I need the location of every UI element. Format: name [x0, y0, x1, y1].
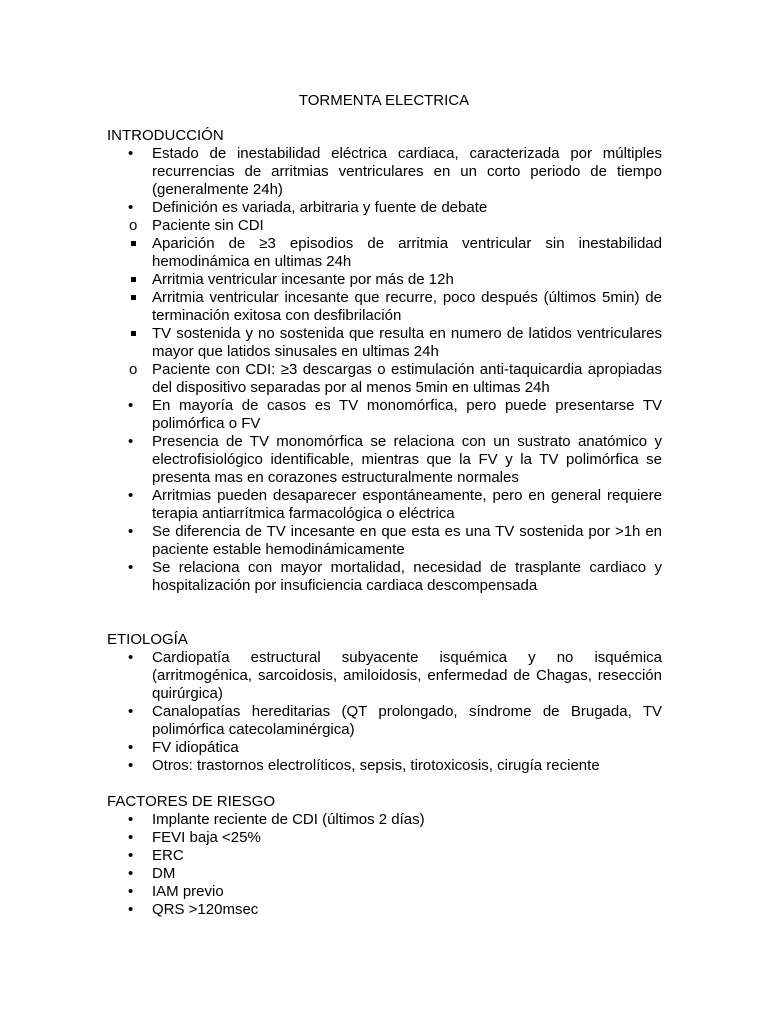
list-item: [107, 199, 662, 397]
sub-list: [107, 217, 662, 397]
sub-list-item-text: Paciente sin CDI: [152, 217, 264, 234]
sub-sub-list-item: Arritmia ventricular incesante que recurre, poco después (últimos 5min) de terminación exitosa con desfibrilación: [107, 289, 662, 325]
sub-list-item: o Paciente con CDI: ≥3 descargas o estimulación anti-taquicardia apropiadas del dispositivo separadas por al menos 5min en ultimas 24h: [107, 361, 662, 397]
list-item: • Estado de inestabilidad eléctrica cardiaca, caracterizada por múltiples recurrencias de arritmias ventriculares en un corto periodo de tiempo (generalmente 24h): [107, 145, 662, 199]
list-item: • IAM previo: [107, 883, 662, 901]
list-item-text: Definición es variada, arbitraria y fuente de debate: [152, 199, 488, 216]
sub-sub-list: [107, 235, 662, 361]
list-item: • Otros: trastornos electrolíticos, sepsis, tirotoxicosis, cirugía reciente: [107, 757, 662, 775]
section-heading: INTRODUCCIÓN: [107, 127, 224, 144]
bullet-list: [107, 145, 662, 595]
list-item: • En mayoría de casos es TV monomórfica, pero puede presentarse TV polimórfica o FV: [107, 397, 662, 433]
list-item: • Canalopatías hereditarias (QT prolongado, síndrome de Brugada, TV polimórfica catecolaminérgica): [107, 703, 662, 739]
sub-sub-list-item: Arritmia ventricular incesante por más de 12h: [107, 271, 662, 289]
section-heading: ETIOLOGÍA: [107, 631, 188, 648]
list-item: • Se diferencia de TV incesante en que esta es una TV sostenida por >1h en paciente estable hemodinámicamente: [107, 523, 662, 559]
section-introduccion: [107, 127, 662, 595]
document-title: TORMENTA ELECTRICA: [298, 92, 470, 109]
list-item: • Cardiopatía estructural subyacente isquémica y no isquémica (arritmogénica, sarcoidosis, amiloidosis, enfermedad de Chagas, resección quirúrgica): [107, 649, 662, 703]
list-item: • Presencia de TV monomórfica se relaciona con un sustrato anatómico y electrofisiológico identificable, mientras que la FV y la TV polimórfica se presenta mas en corazones estructuralmente normales: [107, 433, 662, 487]
section-factores-de-riesgo: [107, 793, 662, 919]
list-item: • Implante reciente de CDI (últimos 2 días): [107, 811, 662, 829]
list-item: • Arritmias pueden desaparecer espontáneamente, pero en general requiere terapia antiarrítmica farmacológica o eléctrica: [107, 487, 662, 523]
list-item: • QRS >120msec: [107, 901, 662, 919]
list-item: • DM: [107, 865, 662, 883]
bullet-list: [107, 811, 662, 919]
list-item: • ERC: [107, 847, 662, 865]
list-item: • FV idiopática: [107, 739, 662, 757]
section-heading: FACTORES DE RIESGO: [107, 793, 276, 810]
list-item: • Se relaciona con mayor mortalidad, necesidad de trasplante cardiaco y hospitalización por insuficiencia cardiaca descompensada: [107, 559, 662, 595]
sub-sub-list-item: Aparición de ≥3 episodios de arritmia ventricular sin inestabilidad hemodinámica en ultimas 24h: [107, 235, 662, 271]
list-item: • FEVI baja <25%: [107, 829, 662, 847]
sub-sub-list-item: TV sostenida y no sostenida que resulta en numero de latidos ventriculares mayor que latidos sinusales en ultimas 24h: [107, 325, 662, 361]
bullet-list: [107, 649, 662, 775]
sub-list-item: [107, 217, 662, 361]
section-etiologia: [107, 631, 662, 775]
